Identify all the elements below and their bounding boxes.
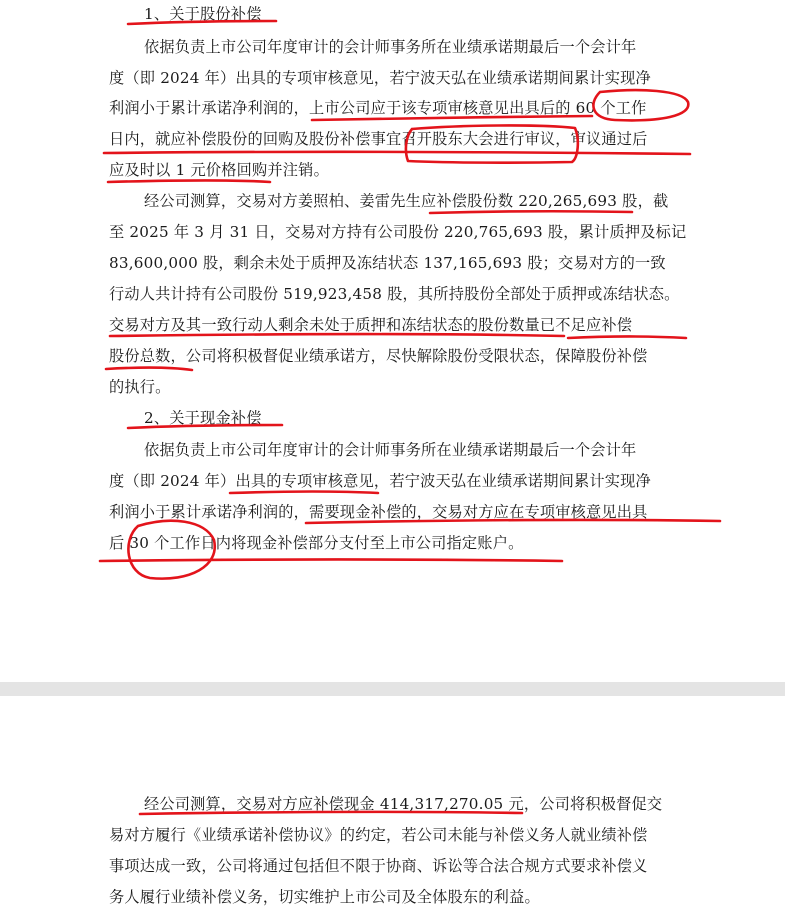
paragraph-line: 依据负责上市公司年度审计的会计师事务所在业绩承诺期最后一个会计年 [144,38,637,56]
paragraph-line: 务人履行业绩补偿义务，切实维护上市公司及全体股东的利益。 [109,888,540,906]
section-heading-share-compensation: 1、关于股份补偿 [144,5,262,23]
paragraph-line: 至 2025 年 3 月 31 日，交易对方持有公司股份 220,765,693 股，累计质押及标记 [109,223,687,241]
paragraph-line: 经公司测算，交易对方应补偿现金 414,317,270.05 元，公司将积极督促交 [144,795,663,813]
paragraph-line: 依据负责上市公司年度审计的会计师事务所在业绩承诺期最后一个会计年 [144,441,637,459]
paragraph-line: 后 30 个工作日内将现金补偿部分支付至上市公司指定账户。 [109,534,524,552]
paragraph-line: 度（即 2024 年）出具的专项审核意见，若宁波天弘在业绩承诺期间累计实现净 [109,69,651,87]
paragraph-line: 利润小于累计承诺净利润的，需要现金补偿的，交易对方应在专项审核意见出具 [109,503,648,521]
page-gap [0,682,785,696]
paragraph-line: 易对方履行《业绩承诺补偿协议》的约定，若公司未能与补偿义务人就业绩补偿 [109,826,648,844]
paragraph-line: 的执行。 [109,378,171,396]
paragraph-line: 日内，就应补偿股份的回购及股份补偿事宜召开股东大会进行审议，审议通过后 [109,130,648,148]
paragraph-line: 度（即 2024 年）出具的专项审核意见，若宁波天弘在业绩承诺期间累计实现净 [109,472,651,490]
section-heading-cash-compensation: 2、关于现金补偿 [144,409,262,427]
paragraph-line: 应及时以 1 元价格回购并注销。 [109,161,329,179]
document-page-2 [0,696,785,911]
paragraph-line: 经公司测算，交易对方姜照柏、姜雷先生应补偿股份数 220,265,693 股，截 [144,192,669,210]
paragraph-line: 交易对方及其一致行动人剩余未处于质押和冻结状态的股份数量已不足应补偿 [109,316,633,334]
paragraph-line: 利润小于累计承诺净利润的，上市公司应于该专项审核意见出具后的 60 个工作 [109,99,647,117]
paragraph-line: 行动人共计持有公司股份 519,923,458 股，其所持股份全部处于质押或冻结状态。 [109,285,680,303]
paragraph-line: 事项达成一致，公司将通过包括但不限于协商、诉讼等合法合规方式要求补偿义 [109,857,648,875]
paragraph-line: 83,600,000 股，剩余未处于质押及冻结状态 137,165,693 股；交易对方的一致 [109,254,666,272]
paragraph-line: 股份总数，公司将积极督促业绩承诺方，尽快解除股份受限状态，保障股份补偿 [109,347,648,365]
